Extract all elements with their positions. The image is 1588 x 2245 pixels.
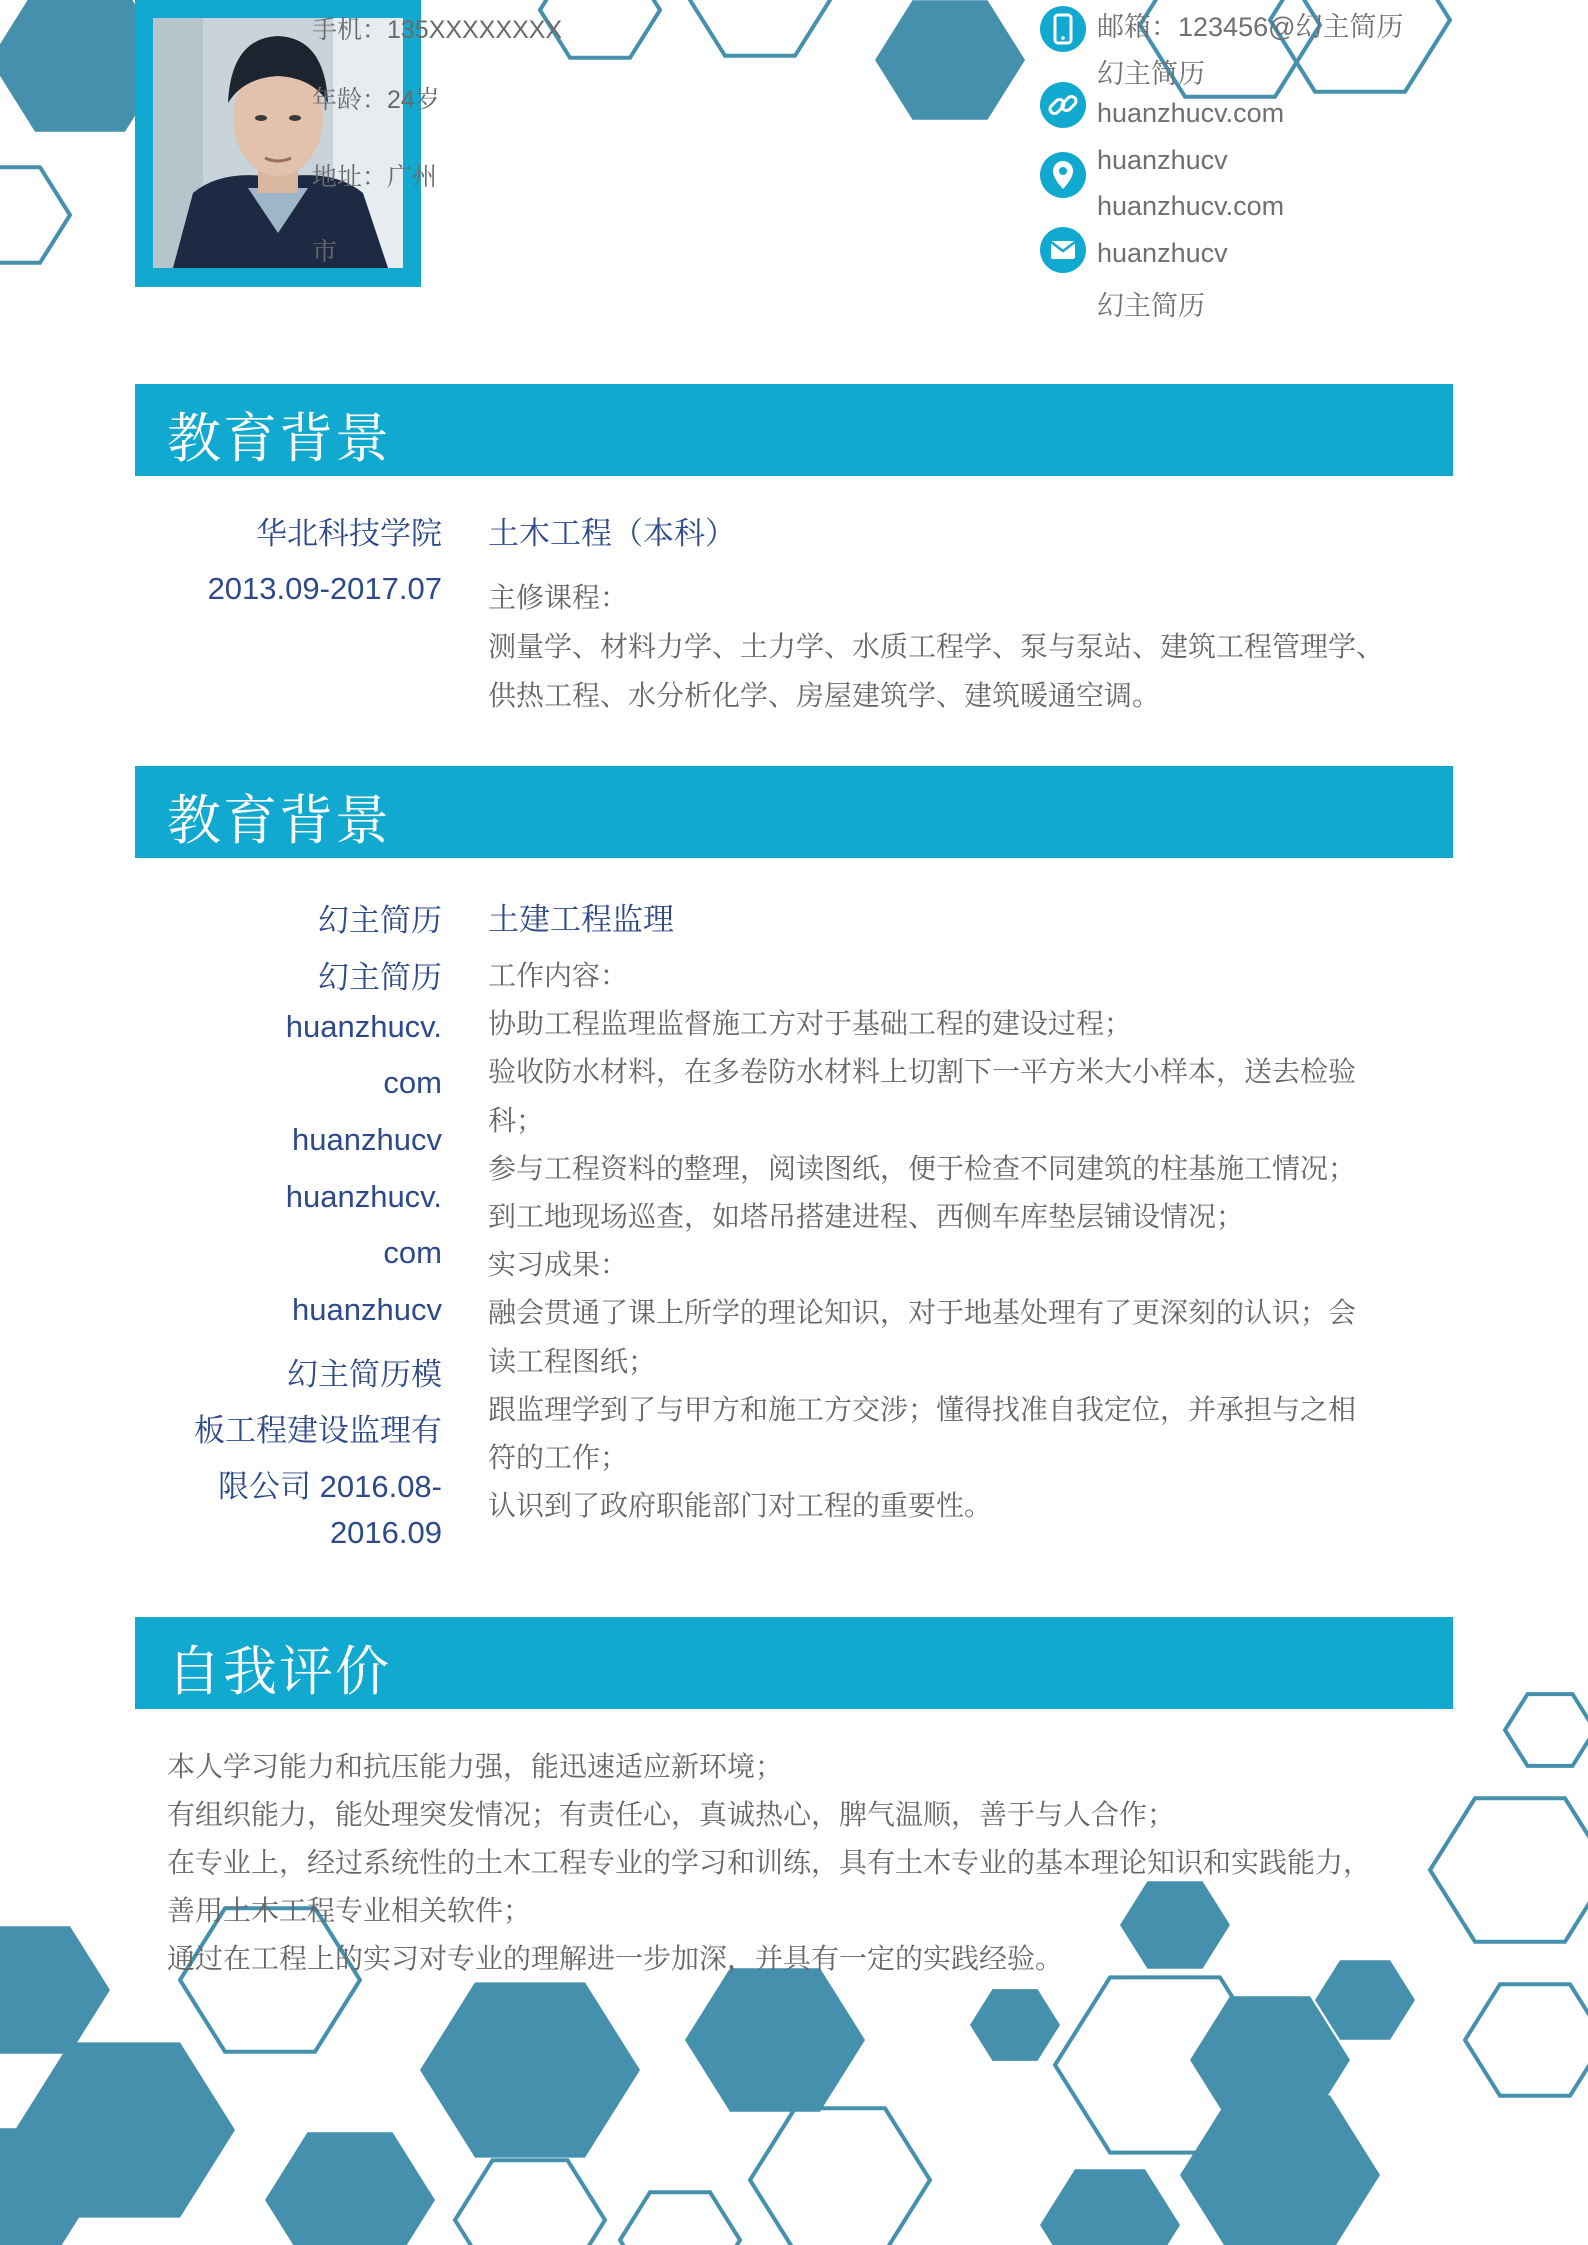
hexagon-outline: [620, 2192, 740, 2245]
school-period: 2013.09-2017.07: [207, 571, 442, 606]
experience-line: 实习成果：: [488, 1249, 629, 1281]
section-title: 教育背景: [167, 791, 391, 851]
portrait-image: [153, 18, 403, 268]
experience-line: 验收防水材料，在多卷防水材料上切割下一平方米大小样本，送去检验: [488, 1056, 1357, 1088]
contact-line: huanzhucv: [1097, 238, 1228, 268]
contact-line: 幻主简历: [1097, 291, 1205, 321]
hexagon-outline: [1430, 1798, 1588, 1941]
address-text-continued: 市: [312, 238, 338, 266]
hexagon-outline: [180, 1908, 360, 2051]
hexagon-filled: [685, 1968, 865, 2111]
hexagon-filled: [1315, 1960, 1415, 2040]
experience-left-line: huanzhucv.: [285, 1179, 442, 1214]
experience-line: 参与工程资料的整理，阅读图纸，便于检查不同建筑的柱基施工情况；: [488, 1152, 1357, 1184]
contact-line: huanzhucv.com: [1097, 191, 1285, 221]
hexagon-outline: [1465, 1984, 1588, 2096]
contact-email: 邮箱：123456@幻主简历: [1097, 12, 1404, 42]
hexagon-filled: [1040, 2169, 1180, 2245]
experience-left-line: 限公司 2016.08-: [218, 1469, 442, 1504]
courses-line: 测量学、材料力学、土力学、水质工程学、泵与泵站、建筑工程管理学、: [488, 631, 1385, 662]
self-eval-line: 通过在工程上的实习对专业的理解进一步加深，并具有一定的实践经验。: [167, 1943, 1064, 1974]
experience-left-line: huanzhucv: [292, 1292, 442, 1327]
experience-left-line: 幻主简历模: [287, 1357, 442, 1392]
hexagon-outline: [690, 0, 830, 56]
hexagon-filled: [970, 1989, 1060, 2061]
section-title: 自我评价: [167, 1642, 391, 1702]
hexagon-outline: [750, 2108, 930, 2245]
experience-left-line: 幻主简历: [318, 960, 442, 995]
courses-label: 主修课程：: [488, 582, 629, 613]
age-text: 年龄：24岁: [312, 86, 440, 114]
position-title: 土建工程监理: [488, 902, 674, 937]
experience-line: 读工程图纸；: [488, 1345, 657, 1377]
hexagon-filled: [265, 2132, 435, 2245]
experience-left-line: 2016.09: [329, 1515, 442, 1550]
self-eval-line: 善用土木工程专业相关软件；: [167, 1895, 532, 1926]
experience-left-line: com: [383, 1065, 442, 1100]
education-section-header: [135, 384, 1453, 476]
hexagon-outline: [0, 167, 70, 263]
hexagon-outline: [1505, 1694, 1588, 1766]
hexagon-filled: [875, 0, 1025, 120]
experience-line: 融会贯通了课上所学的理论知识，对于地基处理有了更深刻的认识；会: [488, 1297, 1357, 1329]
link-icon: [1040, 82, 1086, 128]
location-pin-icon: [1040, 152, 1086, 198]
self-eval-line: 在专业上，经过系统性的土木工程专业的学习和训练，具有土木专业的基本理论知识和实践能力，: [167, 1847, 1372, 1878]
contact-line: huanzhucv: [1097, 145, 1228, 175]
hexagon-filled: [1120, 1881, 1230, 1969]
hexagon-filled: [0, 1926, 110, 2053]
experience-left-line: 板工程建设监理有: [194, 1413, 442, 1448]
experience-line: 认识到了政府职能部门对工程的重要性。: [488, 1490, 993, 1522]
experience-line: 到工地现场巡查，如塔吊搭建进程、西侧车库垫层铺设情况；: [488, 1201, 1245, 1232]
self-eval-line: 本人学习能力和抗压能力强，能迅速适应新环境；: [167, 1751, 784, 1782]
experience-left-line: huanzhucv.: [285, 1009, 442, 1044]
hexagon-outline: [455, 2160, 605, 2245]
experience-left-line: huanzhucv: [292, 1122, 442, 1157]
school-name: 华北科技学院: [256, 516, 442, 551]
experience-line: 跟监理学到了与甲方和施工方交涉；懂得找准自我定位，并承担与之相: [488, 1393, 1357, 1425]
contact-line: 幻主简历: [1097, 59, 1205, 89]
experience-left-line: 幻主简历: [318, 903, 442, 938]
address-text: 地址：广州: [312, 163, 438, 191]
phone-icon: [1040, 6, 1086, 52]
contact-line: huanzhucv.com: [1097, 98, 1285, 128]
avatar-photo: [153, 18, 403, 268]
phone-text: 手机：135XXXXXXXX: [312, 16, 563, 44]
experience-section-header: [135, 766, 1453, 858]
hexagon-filled: [420, 1982, 640, 2157]
self-eval-line: 有组织能力，能处理突发情况；有责任心，真诚热心，脾气温顺，善于与人合作；: [167, 1799, 1176, 1830]
courses-line: 供热工程、水分析化学、房屋建筑学、建筑暖通空调。: [488, 680, 1161, 711]
experience-line: 科；: [488, 1104, 545, 1136]
major-title: 土木工程（本科）: [488, 516, 736, 551]
section-title: 教育背景: [167, 409, 391, 469]
self-eval-section-header: [135, 1617, 1453, 1709]
experience-line: 协助工程监理监督施工方对于基础工程的建设过程；: [488, 1008, 1133, 1040]
experience-line: 工作内容：: [488, 960, 629, 991]
experience-left-line: com: [383, 1235, 442, 1270]
email-icon: [1040, 227, 1086, 273]
experience-line: 符的工作；: [488, 1442, 629, 1473]
